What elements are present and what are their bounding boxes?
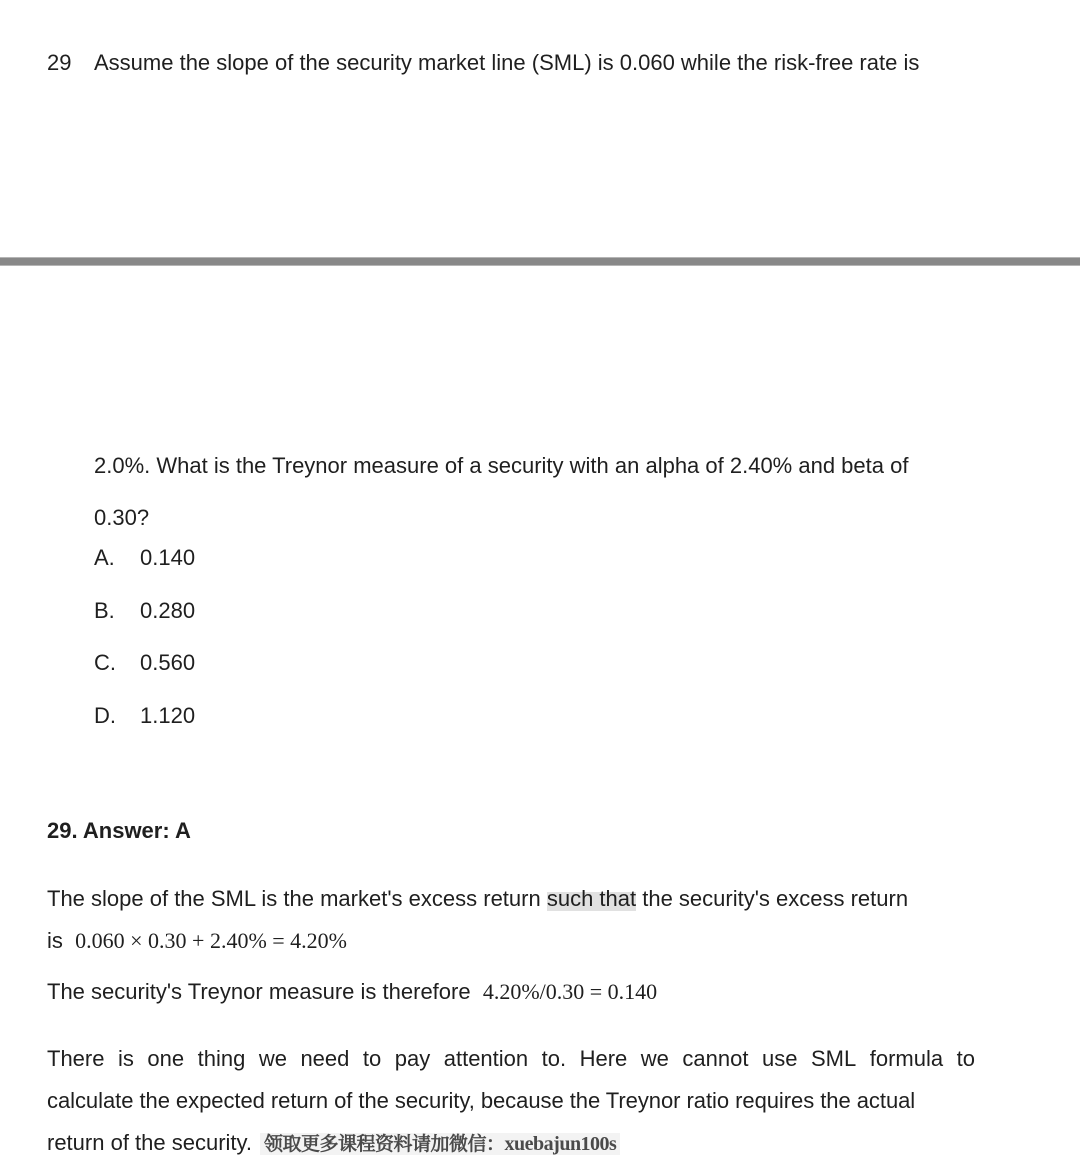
explanation-1-line-1 xyxy=(47,878,908,920)
option-letter: A. xyxy=(94,545,115,570)
formula-treynor: 4.20%/0.30 = 0.140 xyxy=(482,979,658,1004)
explanation-paragraph-1 xyxy=(47,878,908,962)
word: thing xyxy=(197,1046,246,1071)
highlighted-text: such that xyxy=(546,886,637,911)
word: attention xyxy=(443,1046,529,1071)
explanation-3-line-3 xyxy=(47,1122,975,1165)
text-span: The security's Treynor measure is therefore xyxy=(47,979,471,1004)
word: we xyxy=(640,1046,669,1071)
option-c xyxy=(94,649,195,702)
option-value: 0.280 xyxy=(140,597,196,623)
option-letter: B. xyxy=(94,597,115,623)
watermark-id: xuebajun100s xyxy=(504,1133,617,1155)
explanation-3-line-1 xyxy=(47,1038,975,1080)
word: is xyxy=(117,1046,134,1071)
word: need xyxy=(300,1046,350,1071)
option-value: 1.120 xyxy=(140,702,196,728)
word: we xyxy=(258,1046,287,1071)
explanation-3-line-2: calculate the expected return of the security, because the Treynor ratio requires the actual xyxy=(47,1088,916,1113)
option-a xyxy=(94,544,195,597)
text-span: return of the security. xyxy=(47,1130,253,1155)
word: formula xyxy=(869,1046,944,1071)
question-number: 29 xyxy=(47,50,72,75)
explanation-paragraph-2 xyxy=(47,978,657,1006)
question-text-2: 2.0%. What is the Treynor measure of a security with an alpha of 2.40% and beta of xyxy=(94,453,909,478)
option-letter: C. xyxy=(94,650,116,675)
answer-options xyxy=(94,544,195,754)
explanation-paragraph-3 xyxy=(47,1038,975,1165)
text-span: The slope of the SML is the market's excess return xyxy=(47,886,547,911)
word: Here xyxy=(579,1046,628,1071)
word: to xyxy=(362,1046,382,1071)
word: cannot xyxy=(682,1046,749,1071)
word: to. xyxy=(541,1046,567,1071)
formula-excess-return: 0.060 × 0.30 + 2.40% = 4.20% xyxy=(75,928,347,953)
word: one xyxy=(147,1046,185,1071)
text-span: the security's excess return xyxy=(636,886,909,911)
page-divider xyxy=(0,257,1080,266)
question-line-1 xyxy=(47,49,919,77)
word: SML xyxy=(810,1046,857,1071)
word: There xyxy=(47,1046,105,1071)
answer-heading: 29. Answer: A xyxy=(47,818,191,843)
question-text-3: 0.30? xyxy=(94,505,150,530)
watermark xyxy=(260,1133,620,1155)
option-value: 0.560 xyxy=(140,650,196,675)
word: pay xyxy=(394,1046,431,1071)
word: use xyxy=(761,1046,798,1071)
option-b xyxy=(94,597,195,650)
option-d xyxy=(94,702,195,755)
explanation-1-line-2 xyxy=(47,920,908,962)
word: to xyxy=(956,1046,975,1071)
option-value: 0.140 xyxy=(140,545,196,570)
option-letter: D. xyxy=(94,702,116,728)
question-continuation xyxy=(94,440,908,544)
watermark-text: 领取更多课程资料请加微信： xyxy=(264,1133,505,1155)
text-span: is xyxy=(47,928,63,953)
question-text-1: Assume the slope of the security market line (SML) is 0.060 while the risk-free rate is xyxy=(94,50,920,75)
page-top-section xyxy=(0,0,1080,258)
